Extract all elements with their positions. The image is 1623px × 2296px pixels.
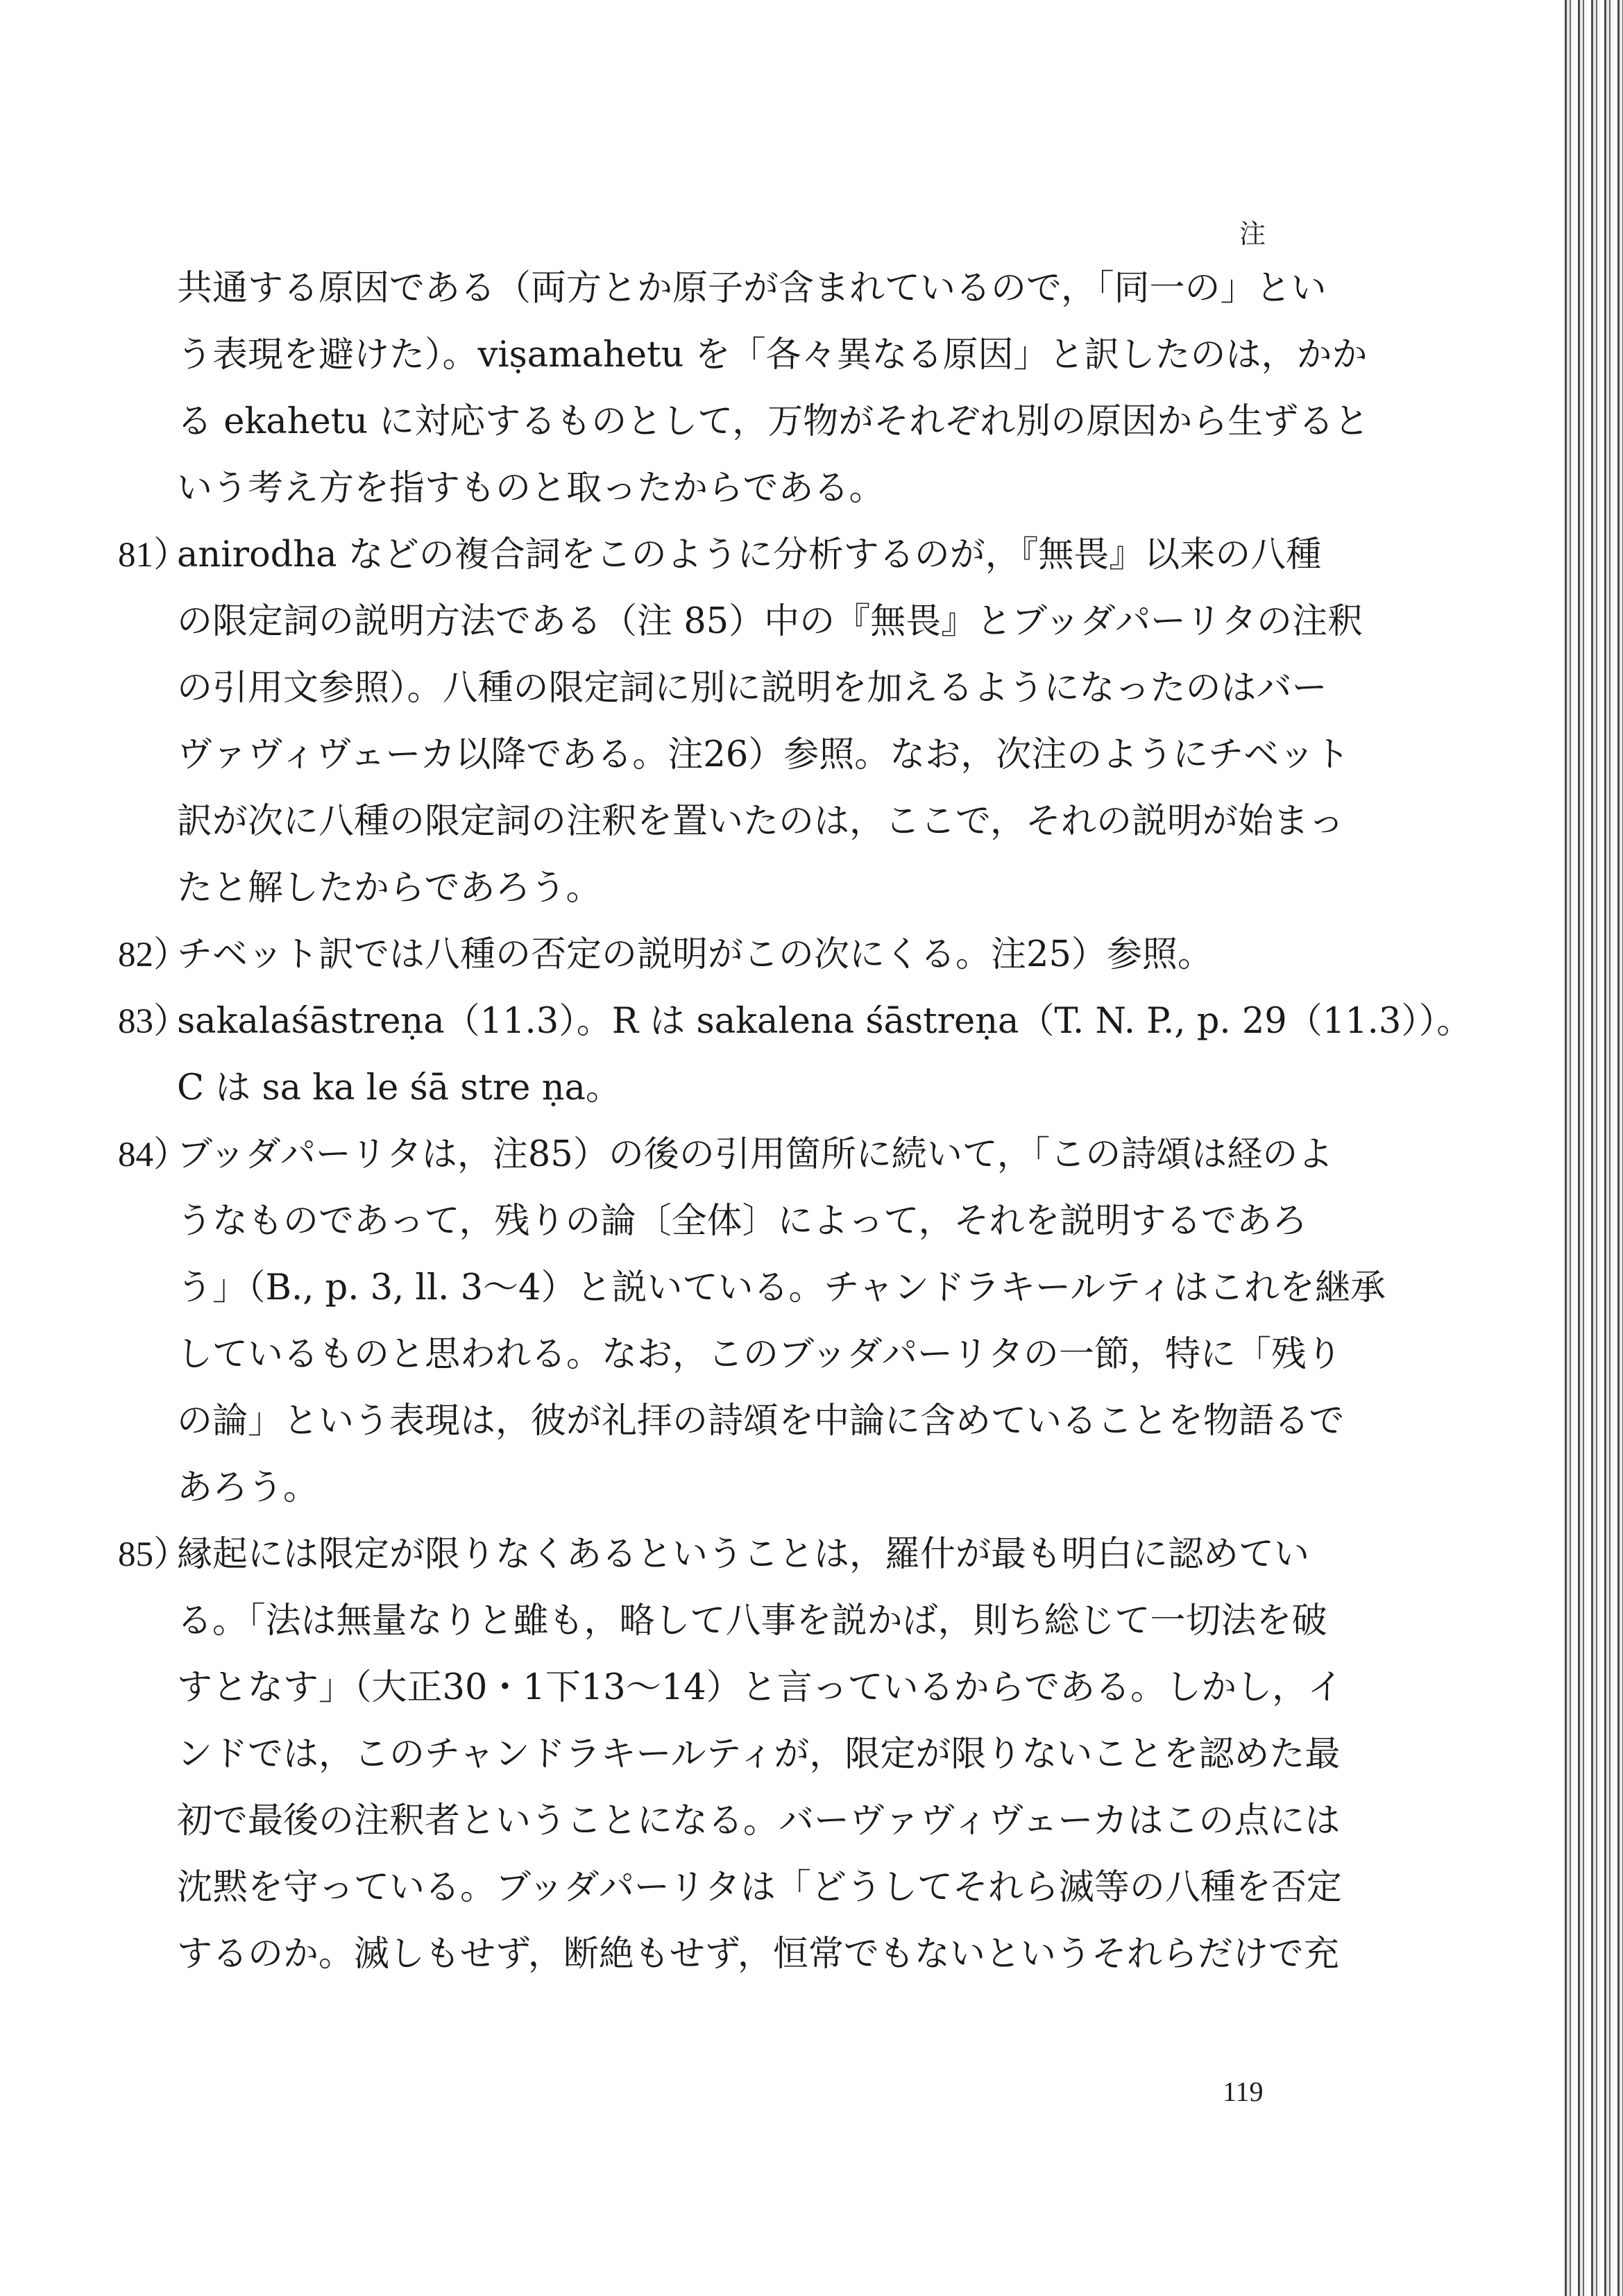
footnote-number: 83） [118,1002,189,1041]
text-line: の引用文参照）。八種の限定詞に別に説明を加えるようになったのはバー [177,668,1327,709]
text-line: う表現を避けた）。viṣamahetu を「各々異なる原因」と訳したのは，かか [177,335,1368,375]
footnote-85 [118,1521,1343,1988]
text-line: チベット訳では八種の否定の説明がこの次にくる。注25）参照。 [177,934,1213,975]
text-line: ンドでは，このチャンドラキールティが，限定が限りないことを認めた最 [177,1734,1341,1775]
text-line: anirodha などの複合詞をこのように分析するのが，『無畏』以来の八種 [177,534,1322,575]
page-number: 119 [1223,2076,1264,2107]
text-line: すとなす」（大正30・1下13〜14）と言っているからである。しかし，イ [177,1667,1343,1708]
text-line: 共通する原因である（両方とか原子が含まれているので，「同一の」とい [177,268,1327,309]
text-line: の限定詞の説明方法である（注 85）中の『無畏』とブッダパーリタの注釈 [177,601,1363,642]
text-line: sakalaśāstreṇa（11.3）。R は sakalena śāstreṇa（T. N. P., p. 29（11.3））。 [177,1001,1472,1042]
footnote-number: 84） [118,1136,189,1174]
footnote-number: 85） [118,1535,189,1574]
continued-note-text [118,255,1370,522]
notes-body [118,255,1472,1988]
text-line: ヴァヴィヴェーカ以降である。注26）参照。なお，次注のようにチベット [177,734,1350,775]
text-line: うなものであって，残りの論〔全体〕によって，それを説明するであろ [177,1201,1307,1242]
text-line: ブッダパーリタは，注85）の後の引用箇所に続いて，「この詩頌は経のよ [177,1134,1334,1175]
text-line: う」（B., p. 3, ll. 3〜4）と説いている。チャンドラキールティはこれを継承 [177,1267,1386,1308]
text-line: の論」という表現は，彼が礼拝の詩頌を中論に含めていることを物語るで [177,1401,1345,1442]
running-head: 注 [1239,219,1266,249]
text-line: C は sa ka le śā stre ṇa。 [177,1067,621,1108]
footnote-82 [118,922,1318,988]
text-line: あろう。 [177,1467,319,1508]
binding-edge-shadow [1561,0,1623,2296]
footnote-83 [118,988,1472,1122]
footnote-81 [118,522,1363,922]
footnote-84 [118,1122,1386,1521]
text-line: 縁起には限定が限りなくあるということは，羅什が最も明白に認めてい [177,1534,1310,1575]
text-line: 沈黙を守っている。ブッダパーリタは「どうしてそれら滅等の八種を否定 [177,1867,1342,1908]
footnote-number: 81） [118,536,189,575]
footnote-number: 82） [118,936,189,974]
text-line: いう考え方を指すものと取ったからである。 [177,468,885,509]
text-line: 初で最後の注釈者ということになる。バーヴァヴィヴェーカはこの点には [177,1800,1341,1841]
text-line: しているものと思われる。なお，このブッダパーリタの一節，特に「残り [177,1334,1342,1375]
text-line: る ekahetu に対応するものとして，万物がそれぞれ別の原因から生ずると [177,401,1370,442]
text-line: たと解したからであろう。 [177,868,602,909]
text-line: 訳が次に八種の限定詞の注釈を置いたのは，ここで，それの説明が始まっ [177,801,1344,842]
text-line: る。「法は無量なりと雖も，略して八事を説かば，則ち総じて一切法を破 [177,1601,1327,1641]
text-line: するのか。滅しもせず，断絶もせず，恒常でもないというそれらだけで充 [177,1934,1339,1975]
